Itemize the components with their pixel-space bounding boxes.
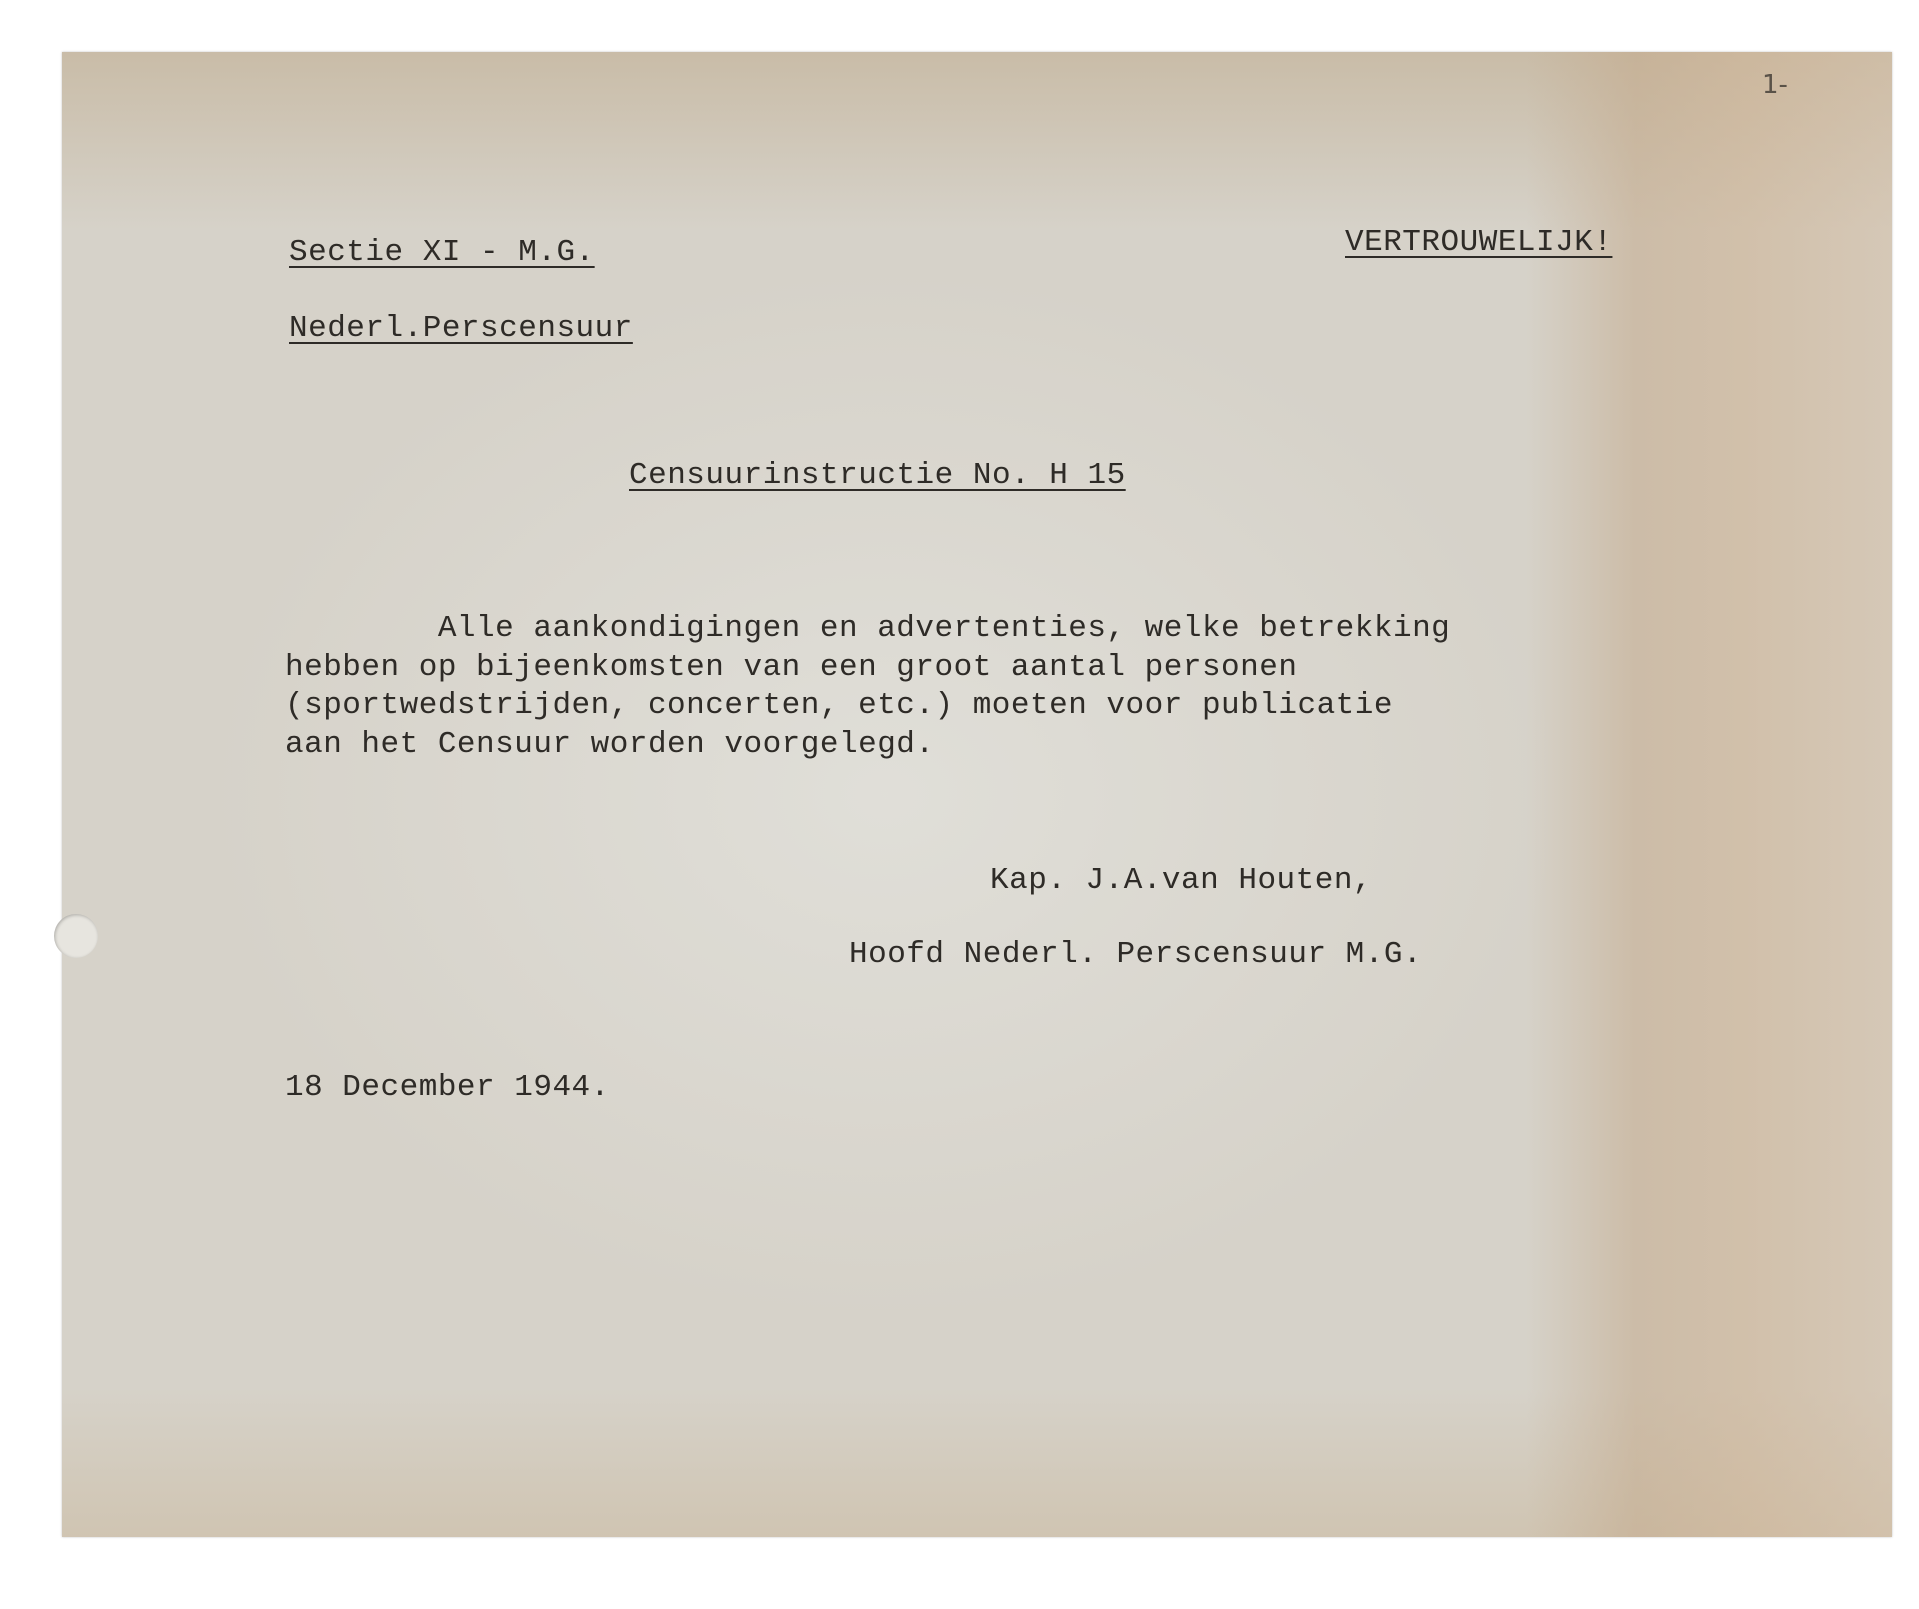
document-date: 18 December 1944.: [285, 1070, 610, 1105]
body-paragraph: [285, 610, 1765, 764]
body-line: hebben op bijeenkomsten van een groot aantal personen: [285, 649, 1298, 685]
header-section: Sectie XI - M.G.: [289, 235, 595, 270]
document-title: Censuurinstructie No. H 15: [629, 458, 1126, 493]
punch-hole: [54, 914, 98, 958]
signature-name: Kap. J.A.van Houten,: [990, 863, 1373, 898]
corner-mark: 1-: [1762, 70, 1788, 100]
body-line: aan het Censuur worden voorgelegd.: [285, 726, 935, 762]
body-line: Alle aankondigingen en advertenties, welke betrekking: [285, 611, 1451, 646]
document-sheet: [62, 52, 1892, 1537]
signature-title: Hoofd Nederl. Perscensuur M.G.: [849, 937, 1423, 972]
header-department: Nederl.Perscensuur: [289, 311, 633, 346]
confidential-stamp: VERTROUWELIJK!: [1345, 225, 1613, 260]
body-line: (sportwedstrijden, concerten, etc.) moeten voor publicatie: [285, 688, 1393, 723]
